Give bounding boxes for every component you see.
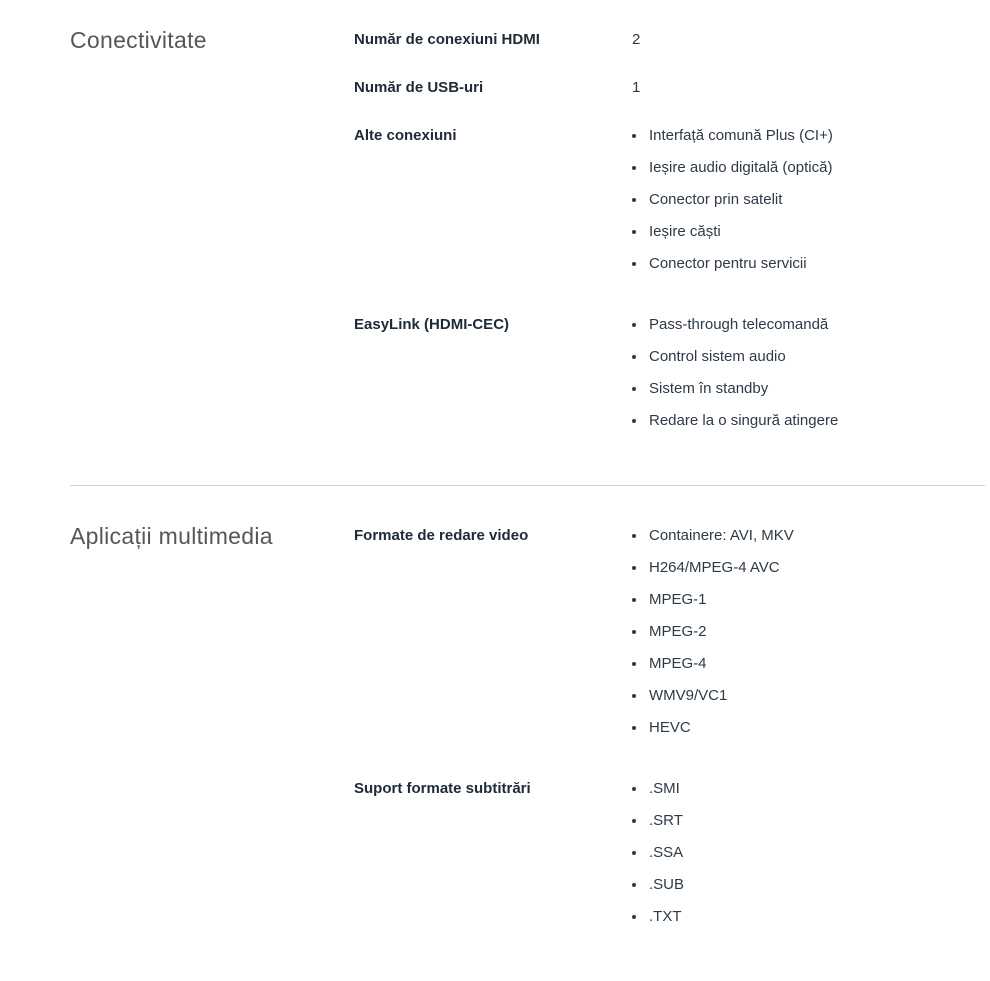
list-item-text: Redare la o singură atingere <box>649 412 839 429</box>
bullet-icon <box>632 915 636 919</box>
spec-value-text: 1 <box>632 79 641 96</box>
bullet-icon <box>632 419 636 423</box>
bullet-icon <box>632 819 636 823</box>
bullet-icon <box>632 166 636 170</box>
spec-value <box>632 315 985 443</box>
list-item-text: HEVC <box>649 719 691 736</box>
section-rows <box>354 526 985 968</box>
bullet-icon <box>632 662 636 666</box>
list-item-text: MPEG-4 <box>649 655 707 672</box>
spec-row <box>354 526 985 750</box>
bullet-icon <box>632 198 636 202</box>
list-item <box>632 379 985 398</box>
spec-row <box>354 315 985 443</box>
list-item-text: Ieșire căști <box>649 223 721 240</box>
list-item <box>632 654 985 673</box>
spec-row <box>354 126 985 286</box>
list-item-text: .SUB <box>649 876 685 893</box>
spec-label: Suport formate subtitrări <box>354 780 531 797</box>
list-item <box>632 190 985 209</box>
spec-row <box>354 779 985 939</box>
list-item-text: Interfață comună Plus (CI+) <box>649 127 833 144</box>
spec-value <box>632 78 985 97</box>
bullet-icon <box>632 883 636 887</box>
list-item-text: MPEG-2 <box>649 623 707 640</box>
list-item-text: Conector pentru servicii <box>649 255 807 272</box>
list-item-text: .SRT <box>649 812 683 829</box>
list-item <box>632 590 985 609</box>
spec-value <box>632 779 985 939</box>
bullet-icon <box>632 566 636 570</box>
spec-value <box>632 526 985 750</box>
list-item-text: Ieșire audio digitală (optică) <box>649 159 833 176</box>
list-item <box>632 907 985 926</box>
bullet-icon <box>632 851 636 855</box>
list-item <box>632 254 985 273</box>
list-item-text: WMV9/VC1 <box>649 687 728 704</box>
spec-value <box>632 30 985 49</box>
list-item <box>632 622 985 641</box>
list-item-text: H264/MPEG-4 AVC <box>649 559 780 576</box>
section-title: Conectivitate <box>70 27 207 53</box>
bullet-icon <box>632 387 636 391</box>
list-item <box>632 126 985 145</box>
list-item <box>632 411 985 430</box>
bullet-icon <box>632 598 636 602</box>
bullet-icon <box>632 230 636 234</box>
spec-label: Număr de USB-uri <box>354 79 484 96</box>
bullet-icon <box>632 534 636 538</box>
bullet-icon <box>632 694 636 698</box>
bullet-icon <box>632 134 636 138</box>
bullet-icon <box>632 355 636 359</box>
list-item <box>632 315 985 334</box>
list-item-text: Conector prin satelit <box>649 191 783 208</box>
list-item-text: Control sistem audio <box>649 348 786 365</box>
spec-label: Număr de conexiuni HDMI <box>354 31 540 48</box>
spec-label: EasyLink (HDMI-CEC) <box>354 316 510 333</box>
bullet-icon <box>632 630 636 634</box>
bullet-list <box>632 779 985 926</box>
section-title: Aplicații multimedia <box>70 523 273 549</box>
list-item <box>632 718 985 737</box>
spec-row <box>354 78 985 97</box>
section-rows <box>354 30 985 472</box>
spec-value <box>632 126 985 286</box>
spec-label: Alte conexiuni <box>354 127 457 144</box>
list-item <box>632 158 985 177</box>
list-item <box>632 347 985 366</box>
list-item-text: MPEG-1 <box>649 591 707 608</box>
list-item <box>632 811 985 830</box>
list-item-text: .TXT <box>649 908 682 925</box>
bullet-list <box>632 315 985 430</box>
spec-row <box>354 30 985 49</box>
list-item <box>632 558 985 577</box>
list-item-text: Sistem în standby <box>649 380 769 397</box>
list-item <box>632 222 985 241</box>
bullet-icon <box>632 323 636 327</box>
list-item <box>632 875 985 894</box>
bullet-icon <box>632 787 636 791</box>
spec-value-text: 2 <box>632 31 641 48</box>
list-item-text: Pass-through telecomandă <box>649 316 829 333</box>
list-item <box>632 779 985 798</box>
list-item <box>632 843 985 862</box>
bullet-icon <box>632 262 636 266</box>
bullet-icon <box>632 726 636 730</box>
spec-section <box>70 486 985 981</box>
list-item <box>632 526 985 545</box>
list-item-text: .SSA <box>649 844 684 861</box>
list-item-text: .SMI <box>649 780 680 797</box>
bullet-list <box>632 126 985 273</box>
bullet-list <box>632 526 985 737</box>
spec-label: Formate de redare video <box>354 527 529 544</box>
list-item-text: Containere: AVI, MKV <box>649 527 794 544</box>
spec-section <box>70 27 985 486</box>
list-item <box>632 686 985 705</box>
